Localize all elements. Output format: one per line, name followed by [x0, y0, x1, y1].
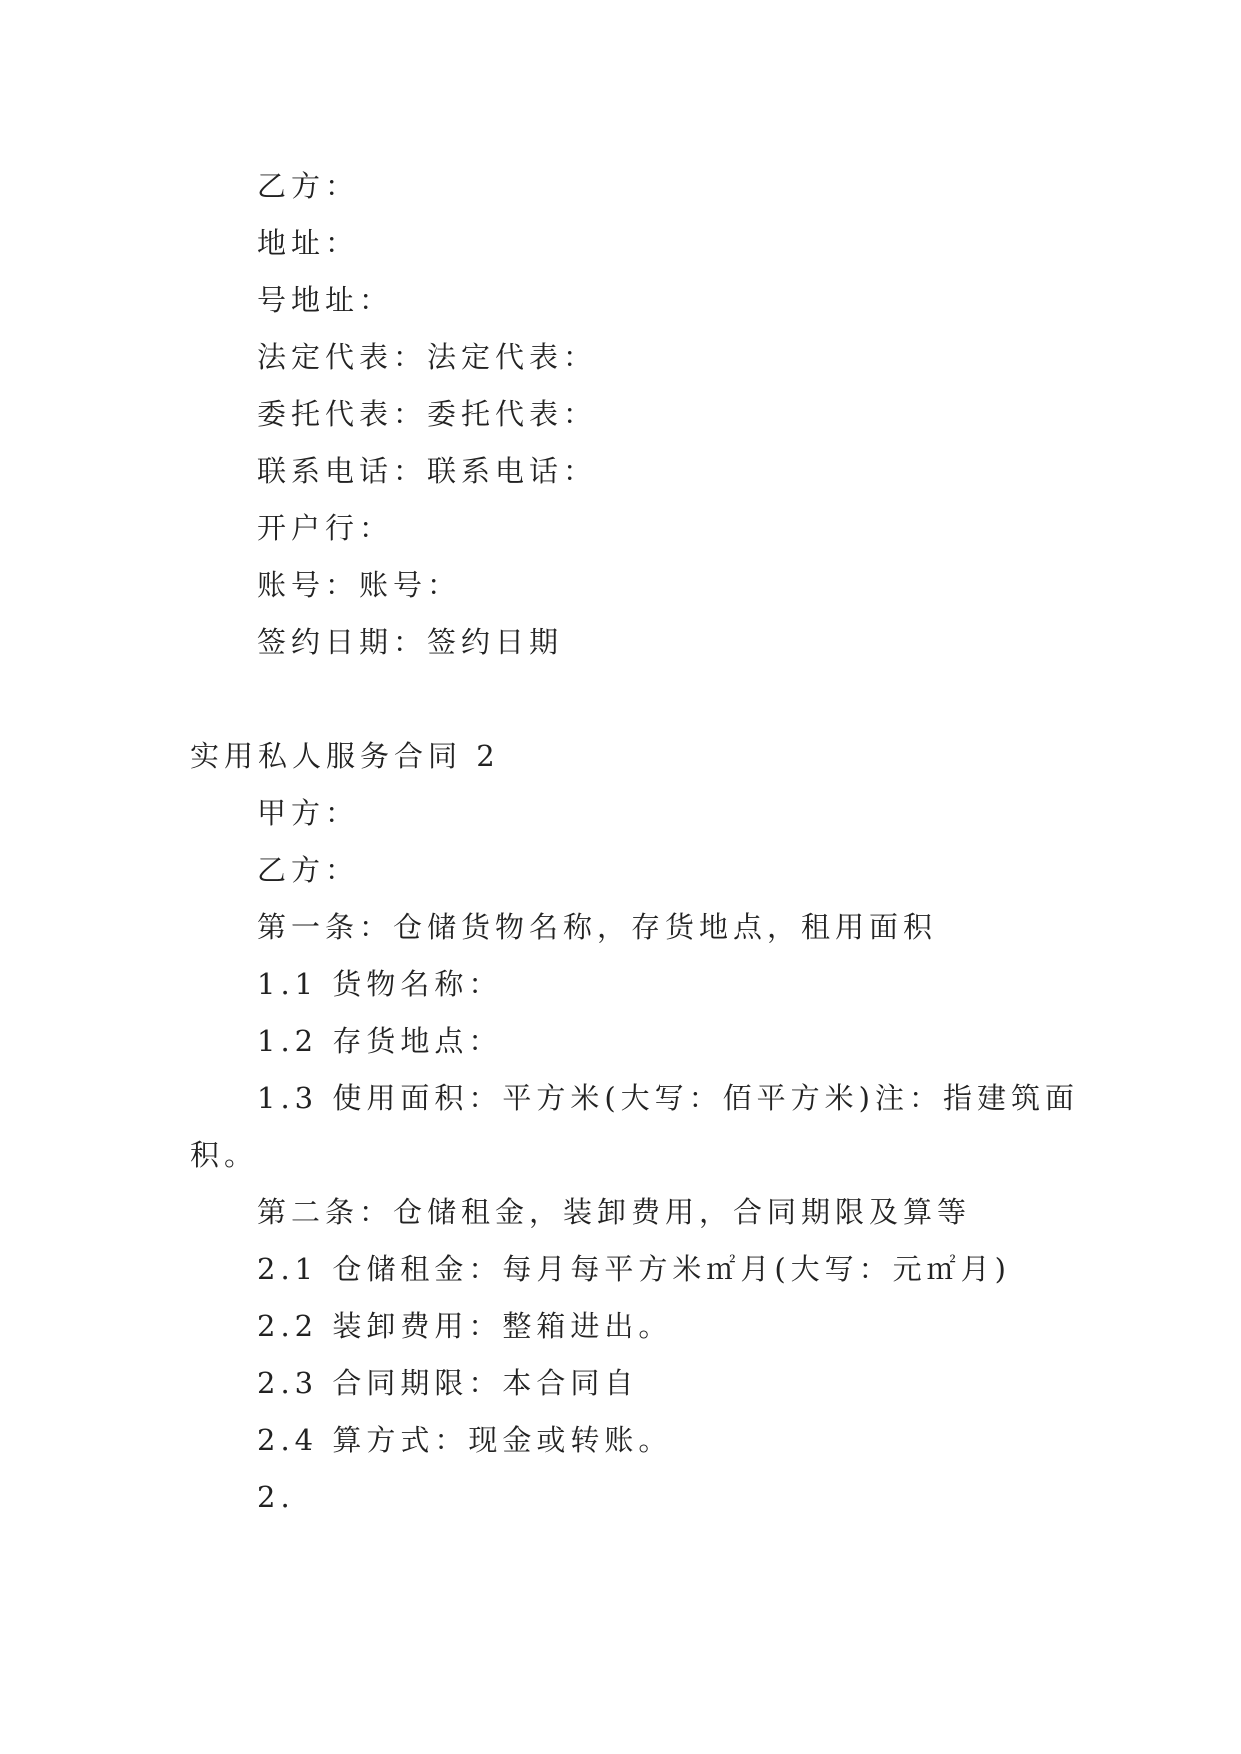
signing-date-line: 签约日期：签约日期: [257, 625, 564, 659]
authorized-representative-line: 委托代表：委托代表：: [257, 397, 598, 431]
item-2-3: 2.3 合同期限：本合同自: [257, 1366, 639, 1400]
item-1-2: 1.2 存货地点：: [257, 1024, 503, 1058]
party-b-label: 乙方：: [257, 169, 360, 203]
item-2-4: 2.4 算方式：现金或转账。: [257, 1423, 673, 1457]
item-1-3-line2: 积。: [190, 1138, 259, 1172]
party-a-label: 甲方：: [257, 796, 360, 830]
address-label: 地址：: [257, 226, 360, 260]
item-2-5: 2.: [257, 1480, 295, 1514]
item-1-3-line1: 1.3 使用面积：平方米(大写：佰平方米)注：指建筑面: [257, 1081, 1079, 1115]
item-2-2: 2.2 装卸费用：整箱进出。: [257, 1309, 673, 1343]
item-2-1: 2.1 仓储租金：每月每平方米㎡月(大写：元㎡月): [257, 1252, 1011, 1286]
article-2-heading: 第二条：仓储租金，装卸费用，合同期限及算等: [257, 1195, 972, 1229]
account-line: 账号：账号：: [257, 568, 462, 602]
article-1-heading: 第一条：仓储货物名称，存货地点，租用面积: [257, 910, 938, 944]
number-address-label: 号地址：: [257, 283, 394, 317]
phone-line: 联系电话：联系电话：: [257, 454, 598, 488]
party-b-label: 乙方：: [257, 853, 360, 887]
contract-title: 实用私人服务合同 2: [190, 739, 500, 773]
legal-representative-line: 法定代表：法定代表：: [257, 340, 598, 374]
item-1-1: 1.1 货物名称：: [257, 967, 503, 1001]
bank-line: 开户行：: [257, 511, 394, 545]
